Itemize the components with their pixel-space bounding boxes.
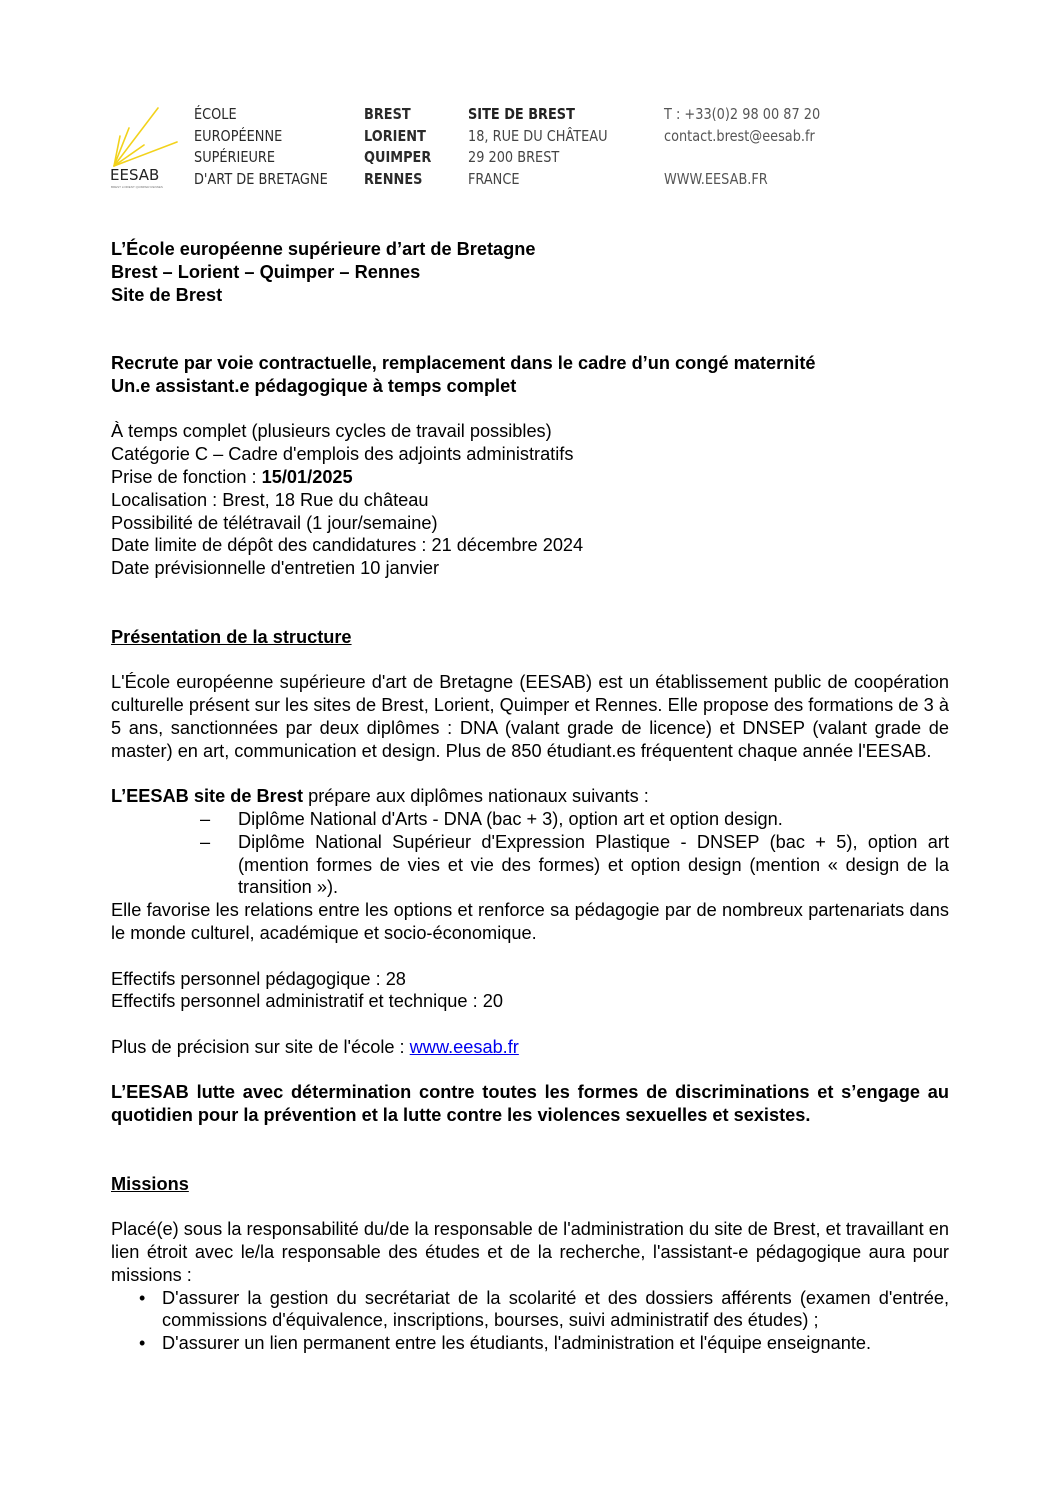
org-site: Site de Brest — [111, 284, 223, 305]
staff-admin: Effectifs personnel administratif et technique : 20 — [111, 991, 503, 1012]
job-time: À temps complet (plusieurs cycles de travail possibles) — [111, 421, 552, 442]
site-address — [468, 104, 608, 190]
job-start — [111, 466, 949, 489]
brest-intro-text: prépare aux diplômes nationaux suivants : — [303, 786, 649, 807]
section-heading-missions: Missions — [111, 1173, 189, 1194]
contact-blank — [664, 147, 820, 169]
letterhead — [108, 100, 868, 195]
school-name-line: D'ART DE BRETAGNE — [194, 169, 328, 188]
diploma-list — [111, 808, 949, 899]
address-city: 29 200 BREST — [468, 148, 560, 166]
staff-teaching: Effectifs personnel pédagogique : 28 — [111, 968, 406, 989]
more-info — [111, 1036, 949, 1059]
eesab-logo — [108, 100, 178, 192]
job-location: Localisation : Brest, 18 Rue du château — [111, 489, 429, 510]
job-title-line1: Recrute par voie contractuelle, remplacement dans le cadre d’un congé maternité — [111, 352, 816, 373]
school-name-line: EUROPÉENNE — [194, 126, 283, 145]
presentation-intro: L'École européenne supérieure d'art de Bretagne (EESAB) est un établissement public de coopération culturelle présent sur les sites de Brest, Lorient, Quimper et Rennes. Elle propose des formations de 3 à 5 ans, sanctionnées par deux diplômes : DNA (valant grade de licence) et DNSEP (valant grade de master) en art, communication et design. Plus de 850 étudiant.es fréquentent chaque année l'EESAB. — [111, 672, 949, 761]
job-start-date: 15/01/2025 — [261, 466, 353, 487]
org-name: L’École européenne supérieure d’art de Bretagne — [111, 239, 536, 259]
more-info-label: Plus de précision sur site de l'école : — [111, 1036, 410, 1057]
org-sites: Brest – Lorient – Quimper – Rennes — [111, 261, 421, 282]
section-heading-presentation: Présentation de la structure — [111, 626, 352, 647]
address-street: 18, RUE DU CHÂTEAU — [468, 126, 608, 145]
city-rennes: RENNES — [364, 169, 423, 188]
website-link[interactable]: www.eesab.fr — [409, 1036, 519, 1057]
diploma-item: – Diplôme National Supérieur d'Expression Plastique - DNSEP (bac + 5), option art (mention formes de vies et vie des formes) et option design (mention « design de la transition »). — [238, 831, 949, 899]
city-lorient: LORIENT — [364, 126, 426, 145]
job-deadline: Date limite de dépôt des candidatures : 21 décembre 2024 — [111, 535, 584, 556]
school-name-line: ÉCOLE — [194, 105, 237, 123]
address-country: FRANCE — [468, 169, 520, 188]
city-list — [364, 104, 431, 190]
relations-text: Elle favorise les relations entre les options et renforce sa pédagogie par de nombreux partenariats dans le monde culturel, académique et socio-économique. — [111, 900, 949, 943]
contact-website[interactable]: WWW.EESAB.FR — [664, 169, 768, 188]
job-category: Catégorie C – Cadre d'emplois des adjoints administratifs — [111, 444, 574, 465]
brest-bold-label: L’EESAB site de Brest — [111, 786, 304, 807]
city-quimper: QUIMPER — [364, 148, 432, 166]
logo-subtitle: BREST LORIENT QUIMPER RENNES — [111, 185, 163, 189]
job-start-label: Prise de fonction : — [111, 466, 262, 487]
document-body — [111, 238, 949, 1355]
mission-item: • D'assurer un lien permanent entre les étudiants, l'administration et l'équipe enseignante. — [162, 1332, 949, 1355]
city-brest: BREST — [364, 105, 411, 123]
logo-rays-icon — [108, 100, 178, 170]
school-name-line: SUPÉRIEURE — [194, 148, 276, 166]
diploma-item: – Diplôme National d'Arts - DNA (bac + 3), option art et option design. — [238, 808, 949, 831]
mission-item: • D'assurer la gestion du secrétariat de la scolarité et des dossiers afférents (examen d'entrée, commissions d'équivalence, inscriptions, bourses, suivi administratif des études) ; — [162, 1287, 949, 1333]
job-remote: Possibilité de télétravail (1 jour/semaine) — [111, 512, 438, 533]
contact-email[interactable]: contact.brest@eesab.fr — [664, 126, 815, 145]
site-name: SITE DE BREST — [468, 105, 575, 123]
school-name — [194, 104, 328, 190]
commitment-statement: L’EESAB lutte avec détermination contre toutes les formes de discriminations et s’engage au quotidien pour la prévention et la lutte contre les violences sexuelles et sexistes. — [111, 1082, 949, 1126]
missions-intro: Placé(e) sous la responsabilité du/de la responsable de l'administration du site de Brest, et travaillant en lien étroit avec le/la responsable des études et de la recherche, l'assistant-e pédagogique aura pour missions : — [111, 1219, 949, 1285]
brest-diplomas-intro — [111, 785, 949, 808]
job-interview: Date prévisionnelle d'entretien 10 janvier — [111, 558, 440, 579]
job-title-line2: Un.e assistant.e pédagogique à temps complet — [111, 375, 517, 396]
logo-wordmark: EESAB — [110, 166, 160, 184]
contact-info — [664, 104, 820, 190]
contact-phone: T : +33(0)2 98 00 87 20 — [664, 105, 821, 123]
missions-list — [111, 1287, 949, 1355]
